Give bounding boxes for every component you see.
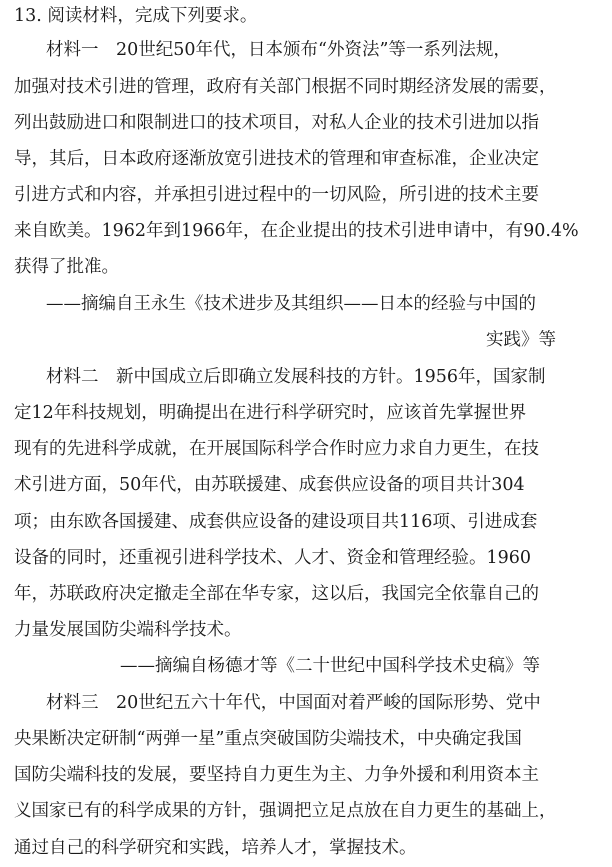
material1-line [0, 215, 612, 247]
question-title-line [0, 0, 612, 32]
material1-source-line [0, 288, 612, 320]
material1-text: 导，其后，日本政府逐渐放宽引进技术的管理和审查标准，企业决定 [14, 149, 539, 169]
material1-line [0, 107, 612, 139]
material2-text: 定12年科技规划，明确提出在进行科学研究时，应该首先掌握世界 [14, 403, 527, 423]
material1-text: 引进方式和内容，并承担引进过程中的一切风险，所引进的技术主要 [14, 185, 539, 205]
material1-line [0, 143, 612, 175]
material1-source: ——摘编自王永生《技术进步及其组织——日本的经验与中国的 [46, 294, 536, 314]
material2-text: 材料二 新中国成立后即确立发展科技的方针。1956年，国家制 [46, 367, 546, 387]
material1-source-line [0, 324, 612, 356]
material3-line [0, 723, 612, 755]
material3-line [0, 759, 612, 791]
material1-text: 列出鼓励进口和限制进口的技术项目，对私人企业的技术引进加以指 [14, 113, 539, 133]
material2-line [0, 433, 612, 465]
material3-line [0, 832, 612, 864]
material1-line [0, 34, 612, 66]
material1-line [0, 71, 612, 103]
material3-text: 义国家已有的科学成果的方针，强调把立足点放在自力更生的基础上， [14, 801, 557, 821]
material1-text: 加强对技术引进的管理，政府有关部门根据不同时期经济发展的需要， [14, 77, 557, 97]
material3-text: 央果断决定研制“两弹一星”重点突破国防尖端技术，中央确定我国 [14, 729, 522, 749]
material2-text: 现有的先进科学成就，在开展国际科学合作时应力求自力更生，在技 [14, 439, 539, 459]
material2-source-line [0, 650, 612, 682]
material1-line [0, 251, 612, 283]
material2-source: ——摘编自杨德才等《二十世纪中国科学技术史稿》等 [120, 656, 540, 676]
material2-text: 年，苏联政府决定撤走全部在华专家，这以后，我国完全依靠自己的 [14, 584, 539, 604]
material2-line [0, 469, 612, 501]
material2-text: 力量发展国防尖端科学技术。 [14, 620, 242, 640]
material2-line [0, 542, 612, 574]
material2-line [0, 506, 612, 538]
material3-text: 国防尖端科技的发展，要坚持自力更生为主、力争外援和利用资本主 [14, 765, 539, 785]
question-title: 13. 阅读材料，完成下列要求。 [14, 6, 258, 26]
material2-line [0, 578, 612, 610]
material2-text: 项；由东欧各国援建、成套供应设备的建设项目共116项、引进成套 [14, 512, 538, 532]
material1-text: 材料一 20世纪50年代，日本颁布“外资法”等一系列法规， [46, 40, 511, 60]
material3-text: 材料三 20世纪五六十年代，中国面对着严峻的国际形势、党中 [46, 693, 541, 713]
material3-line [0, 687, 612, 719]
material2-text: 术引进方面，50年代，由苏联援建、成套供应设备的项目共计304 [14, 475, 525, 495]
material2-line [0, 397, 612, 429]
material1-text: 来自欧美。1962年到1966年，在企业提出的技术引进申请中，有90.4% [14, 221, 579, 241]
material2-line [0, 614, 612, 646]
material3-line [0, 795, 612, 827]
material1-text: 获得了批准。 [14, 257, 119, 277]
material1-source: 实践》等 [486, 330, 556, 350]
material3-text: 通过自己的科学研究和实践，培养人才，掌握技术。 [14, 838, 417, 858]
material2-text: 设备的同时，还重视引进科学技术、人才、资金和管理经验。1960 [14, 548, 532, 568]
material2-line [0, 361, 612, 393]
material1-line [0, 179, 612, 211]
